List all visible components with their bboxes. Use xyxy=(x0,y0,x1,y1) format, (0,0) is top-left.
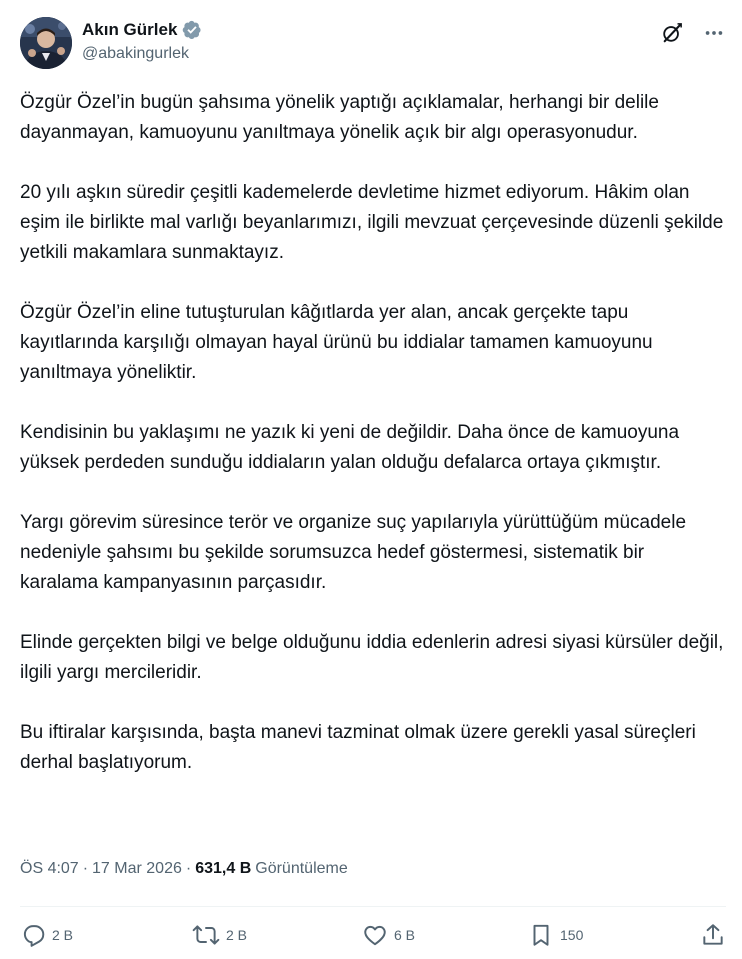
meta-separator: · xyxy=(185,860,192,877)
like-count: 6 B xyxy=(394,927,416,943)
tweet-paragraph: Kendisinin bu yaklaşımı ne yazık ki yeni de değildir. Daha önce de kamuoyuna yüksek perdeden sunduğu iddiaların yalan olduğu defalarca ortaya çıkmıştır. xyxy=(20,422,680,473)
avatar-image xyxy=(20,17,72,69)
bookmark-count: 150 xyxy=(560,927,584,943)
retweet-count: 2 B xyxy=(226,927,248,943)
tweet-paragraph: Yargı görevim süresince terör ve organize suç yapılarıyla yürüttüğüm mücadele nedeniyle şahsımı bu şekilde sorumsuzca hedef göstermesi, sistematik bir karalama kampanyasının parçasıdır. xyxy=(20,512,687,593)
tweet-meta xyxy=(20,860,348,878)
header-actions xyxy=(660,21,726,45)
tweet-paragraph: Bu iftiralar karşısında, başta manevi tazminat olmak üzere gerekli yasal süreçleri derhal başlatıyorum. xyxy=(20,722,696,773)
tweet-paragraph: Elinde gerçekten bilgi ve belge olduğunu iddia edenlerin adresi siyasi kürsüler değil, ilgili yargı mercileridir. xyxy=(20,632,724,683)
tweet-paragraph: Özgür Özel’in eline tutuşturulan kâğıtlarda yer alan, ancak gerçekte tapu kayıtlarında karşılığı olmayan hayal ürünü bu iddialar tamamen kamuoyunu yanıltmaya yöneliktir. xyxy=(20,302,653,383)
bookmark-button[interactable] xyxy=(528,922,583,948)
reply-count: 2 B xyxy=(52,927,74,943)
meta-separator: · xyxy=(82,860,89,877)
reply-icon xyxy=(20,922,46,948)
views-label: Görüntüleme xyxy=(255,860,348,877)
grok-icon[interactable] xyxy=(660,21,684,45)
tweet-header xyxy=(20,17,726,73)
views-count: 631,4 B xyxy=(195,860,252,877)
avatar[interactable] xyxy=(20,17,72,69)
handle[interactable]: @abakingurlek xyxy=(82,45,189,62)
retweet-icon xyxy=(192,922,220,948)
share-icon xyxy=(700,922,726,948)
divider xyxy=(20,906,726,907)
action-bar xyxy=(20,922,726,952)
author-info xyxy=(82,20,202,63)
tweet-paragraph: Özgür Özel’in bugün şahsıma yönelik yaptığı açıklamalar, herhangi bir delile dayanmayan, kamuoyunu yanıltmaya yönelik açık bir algı operasyonudur. xyxy=(20,92,659,143)
retweet-button[interactable] xyxy=(192,922,247,948)
share-button[interactable] xyxy=(700,922,726,948)
tweet-paragraph: 20 yılı aşkın süredir çeşitli kademelerde devletime hizmet ediyorum. Hâkim olan eşim ile birlikte mal varlığı beyanlarımızı, ilgili mevzuat çerçevesinde düzenli şekilde yetkili makamlara sunmaktayız. xyxy=(20,182,724,263)
more-options-icon[interactable] xyxy=(702,21,726,45)
heart-icon xyxy=(362,922,388,948)
reply-button[interactable] xyxy=(20,922,73,948)
bookmark-icon xyxy=(528,922,554,948)
verified-badge-icon xyxy=(182,20,202,40)
tweet-text xyxy=(20,88,726,778)
display-name[interactable]: Akın Gürlek xyxy=(82,20,178,39)
like-button[interactable] xyxy=(362,922,415,948)
tweet-date[interactable]: 17 Mar 2026 xyxy=(92,860,182,877)
tweet-time[interactable]: ÖS 4:07 xyxy=(20,860,79,877)
